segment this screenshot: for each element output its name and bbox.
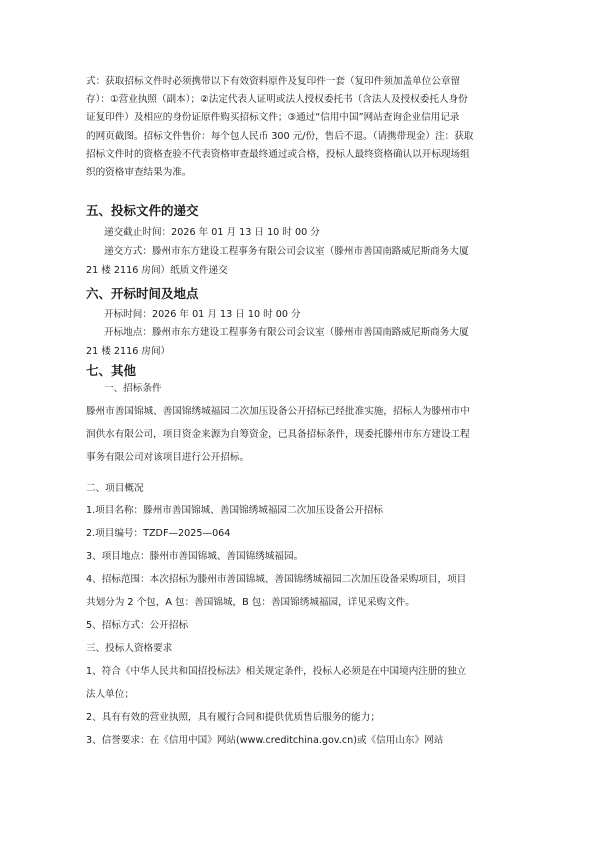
tender-method: 5、招标方式：公开招标 — [86, 620, 189, 631]
intro-line: 织的资格审查结果为准。 — [86, 167, 192, 178]
section7-heading: 七、其他 — [86, 363, 137, 378]
subheading-qualifications: 三、投标人资格要求 — [86, 643, 173, 654]
project-name: 1.项目名称：滕州市善国锦城、善国锦绣城福园二次加压设备公开招标 — [86, 505, 383, 516]
conditions-line: 事务有限公司对该项目进行公开招标。 — [86, 452, 250, 463]
project-number: 2.项目编号：TZDF—2025—064 — [86, 528, 231, 539]
intro-line: 式：获取招标文件时必须携带以下有效资料原件及复印件一套（复印件须加盖单位公章留 — [86, 76, 461, 87]
submission-deadline: 递交截止时间：2026 年 01 月 13 日 10 时 00 分 — [104, 227, 320, 238]
qualification-1-cont: 法人单位； — [86, 689, 134, 700]
intro-line: 证复印件）及相应的身份证原件购买招标文件；③通过“信用中国”网站查询企业信用记录 — [86, 112, 460, 123]
qualification-1: 1、符合《中华人民共和国招投标法》相关规定条件，投标人必须是在中国境内注册的独立 — [86, 666, 467, 677]
opening-time: 开标时间：2026 年 01 月 13 日 10 时 00 分 — [104, 309, 301, 320]
tender-scope-cont: 共划分为 2 个包，A 包：善国锦城，B 包：善国锦绣城福园，详见采购文件。 — [86, 597, 415, 608]
conditions-line: 滕州市善国锦城、善国锦绣城福园二次加压设备公开招标已经批准实施，招标人为滕州市中 — [86, 406, 470, 417]
subheading-overview: 二、项目概况 — [86, 483, 144, 494]
opening-place-cont: 21 楼 2116 房间） — [86, 346, 171, 357]
project-location: 3、项目地点：滕州市善国锦城、善国锦绣城福园。 — [86, 551, 304, 562]
subheading-conditions: 一、招标条件 — [104, 383, 162, 394]
section5-heading: 五、投标文件的递交 — [86, 203, 199, 218]
intro-line: 存）：①营业执照（副本）；②法定代表人证明或法人授权委托书（含法人及授权委托人身份 — [86, 94, 468, 105]
opening-place: 开标地点：滕州市东方建设工程事务有限公司会议室（滕州市善国南路威尼斯商务大厦 — [104, 327, 469, 338]
intro-line: 的网页截图。招标文件售价：每个包人民币 300 元/份，售后不退。（请携带现金）注：获取 — [86, 131, 474, 142]
qualification-3: 3、信誉要求：在《信用中国》网站(www.creditchina.gov.cn)或《信用山东》网站 — [86, 735, 444, 746]
section6-heading: 六、开标时间及地点 — [86, 286, 199, 301]
qualification-2: 2、具有有效的营业执照，具有履行合同和提供优质售后服务的能力； — [86, 712, 380, 723]
submission-method-cont: 21 楼 2116 房间）纸质文件递交 — [86, 265, 228, 276]
conditions-line: 润供水有限公司，项目资金来源为自筹资金，已具备招标条件，现委托滕州市东方建设工程 — [86, 429, 470, 440]
tender-scope: 4、招标范围：本次招标为滕州市善国锦城、善国锦绣城福园二次加压设备采购项目，项目 — [86, 574, 467, 585]
submission-method: 递交方式：滕州市东方建设工程事务有限公司会议室（滕州市善国南路威尼斯商务大厦 — [104, 246, 469, 257]
intro-line: 招标文件时的资格查验不代表资格审查最终通过或合格，投标人最终资格确认以开标现场组 — [86, 149, 470, 160]
